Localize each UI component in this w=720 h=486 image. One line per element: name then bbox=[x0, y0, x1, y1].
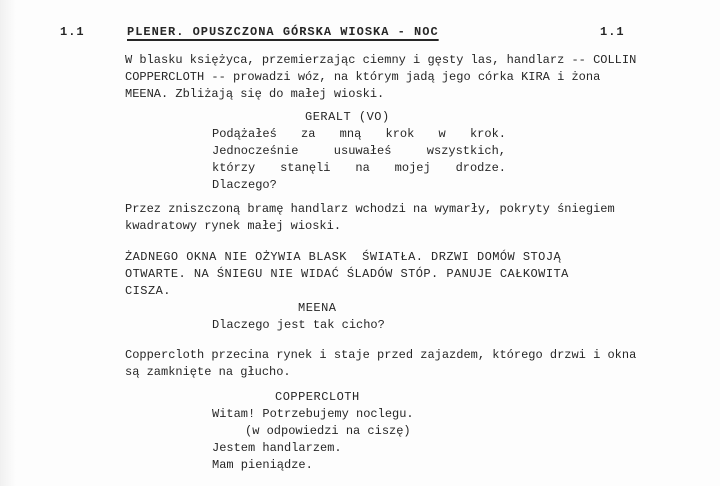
action-line: W blasku księżyca, przemierzając ciemny i gęsty las, handlarz -- COLLIN bbox=[125, 53, 637, 67]
action-paragraph-opening bbox=[125, 52, 636, 103]
scene-number-left: 1.1 bbox=[60, 25, 85, 39]
action-paragraph-caps bbox=[125, 249, 569, 300]
action-line: CISZA. bbox=[125, 284, 171, 298]
action-line: Przez zniszczoną bramę handlarz wchodzi na wymarły, pokryty śniegiem bbox=[125, 202, 615, 216]
action-paragraph-inn bbox=[125, 347, 636, 381]
dialogue-line: Dlaczego? bbox=[212, 178, 277, 192]
action-paragraph-gate bbox=[125, 201, 615, 235]
scene-number-right: 1.1 bbox=[600, 25, 625, 39]
character-name-coppercloth: COPPERCLOTH bbox=[275, 390, 360, 404]
dialogue-meena bbox=[212, 317, 385, 334]
action-line: kwadratowy rynek małej wioski. bbox=[125, 219, 342, 233]
dialogue-line: Dlaczego jest tak cicho? bbox=[212, 318, 385, 332]
action-line: OTWARTE. NA ŚNIEGU NIE WIDAĆ ŚLADÓW STÓP. PANUJE CAŁKOWITA bbox=[125, 267, 569, 281]
action-line: ŻADNEGO OKNA NIE OŻYWIA BLASK ŚWIATŁA. DRZWI DOMÓW STOJĄ bbox=[125, 250, 562, 264]
dialogue-coppercloth bbox=[212, 406, 414, 474]
dialogue-line: którzy stanęli na mojej drodze. bbox=[212, 161, 506, 175]
action-line: są zamknięte na głucho. bbox=[125, 365, 291, 379]
dialogue-line: Podążałeś za mną krok w krok. bbox=[212, 127, 506, 141]
character-name-geralt: GERALT (VO) bbox=[305, 110, 390, 124]
dialogue-line: Jednocześnie usuwałeś wszystkich, bbox=[212, 144, 506, 158]
action-line: Coppercloth przecina rynek i staje przed zajazdem, którego drzwi i okna bbox=[125, 348, 637, 362]
scene-heading: PLENER. OPUSZCZONA GÓRSKA WIOSKA - NOC bbox=[127, 25, 439, 39]
action-line: MEENA. Zbliżają się do małej wioski. bbox=[125, 87, 385, 101]
dialogue-parenthetical: (w odpowiedzi na ciszę) bbox=[245, 424, 411, 438]
character-name-meena: MEENA bbox=[298, 301, 337, 315]
dialogue-line: Jestem handlarzem. bbox=[212, 441, 342, 455]
action-line: COPPERCLOTH -- prowadzi wóz, na którym jadą jego córka KIRA i żona bbox=[125, 70, 601, 84]
dialogue-line: Mam pieniądze. bbox=[212, 458, 313, 472]
dialogue-geralt bbox=[212, 126, 506, 194]
dialogue-line: Witam! Potrzebujemy noclegu. bbox=[212, 407, 414, 421]
